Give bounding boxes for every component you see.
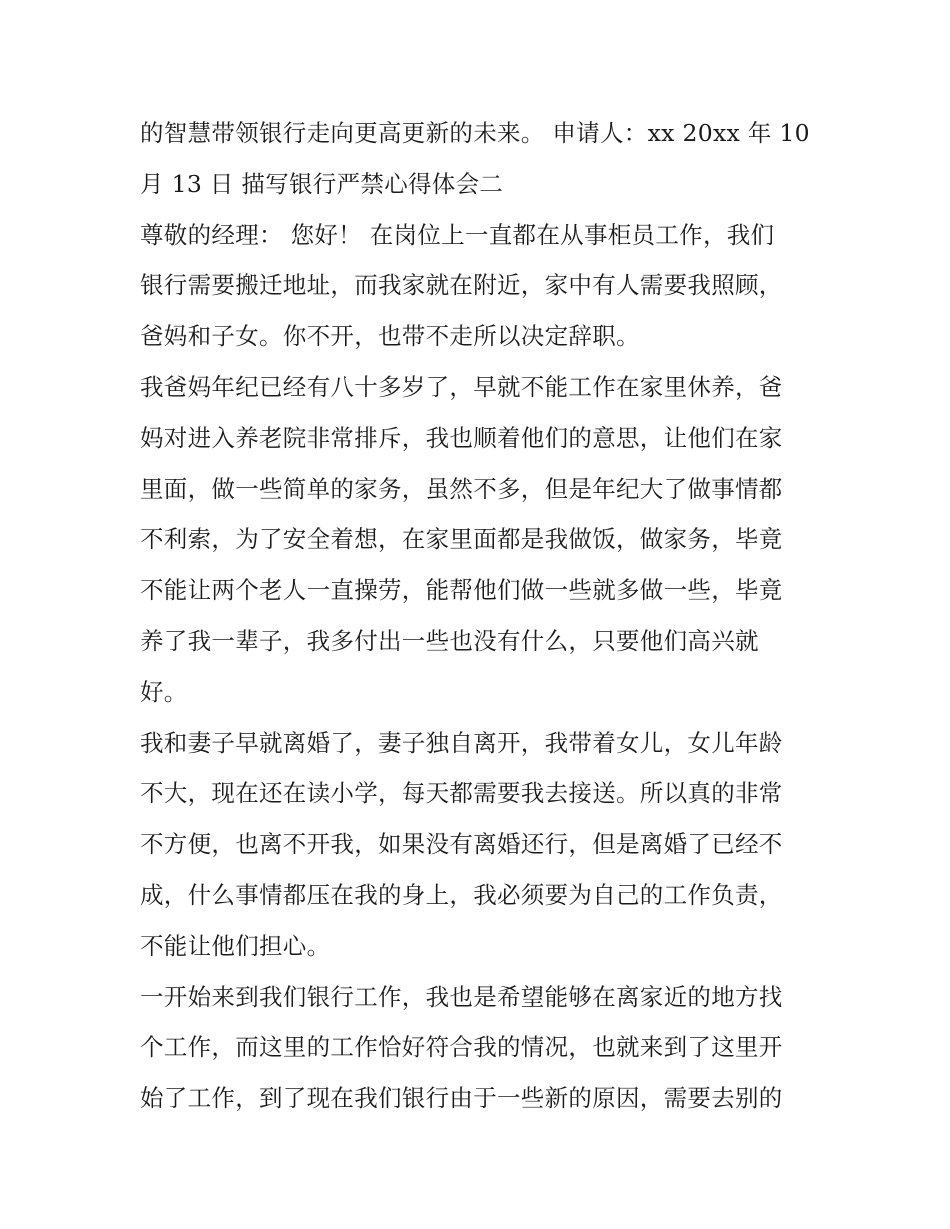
text-line: 不能让他们担心。: [140, 931, 331, 960]
text-line: 个工作，而这里的工作恰好符合我的情况，也就来到了这里开: [140, 1033, 783, 1062]
text-line: 里面，做一些简单的家务，虽然不多，但是年纪大了做事情都: [140, 474, 783, 503]
text-line: 妈对进入养老院非常排斥，我也顺着他们的意思，让他们在家: [140, 423, 783, 452]
text-line: 我爸妈年纪已经有八十多岁了，早就不能工作在家里休养，爸: [140, 372, 783, 401]
text-line: 好。: [140, 677, 188, 706]
text-line: 尊敬的经理： 您好！ 在岗位上一直都在从事柜员工作，我们: [140, 220, 775, 249]
text-line: 始了工作，到了现在我们银行由于一些新的原因，需要去别的: [140, 1084, 783, 1113]
text-line: 不方便，也离不开我，如果没有离婚还行，但是离婚了已经不: [140, 830, 783, 859]
document-body: [140, 108, 820, 1124]
text-line: 月 13 日 描写银行严禁心得体会二: [140, 169, 504, 198]
text-line: 养了我一辈子，我多付出一些也没有什么，只要他们高兴就: [140, 626, 759, 655]
text-line: 我和妻子早就离婚了，妻子独自离开，我带着女儿，女儿年龄: [140, 728, 783, 757]
text-line: 爸妈和子女。你不开，也带不走所以决定辞职。: [140, 322, 640, 351]
text-line: 不利索，为了安全着想，在家里面都是我做饭，做家务，毕竟: [140, 525, 783, 554]
text-line: 银行需要搬迁地址，而我家就在附近，家中有人需要我照顾，: [140, 271, 783, 300]
text-line: 不大，现在还在读小学，每天都需要我去接送。所以真的非常: [140, 779, 783, 808]
text-line: 不能让两个老人一直操劳，能帮他们做一些就多做一些，毕竟: [140, 576, 783, 605]
text-line: 的智慧带领银行走向更高更新的未来。 申请人：xx 20xx 年 10: [140, 119, 810, 147]
text-line: 成，什么事情都压在我的身上，我必须要为自己的工作负责，: [140, 880, 783, 909]
text-line: 一开始来到我们银行工作，我也是希望能够在离家近的地方找: [140, 982, 783, 1011]
